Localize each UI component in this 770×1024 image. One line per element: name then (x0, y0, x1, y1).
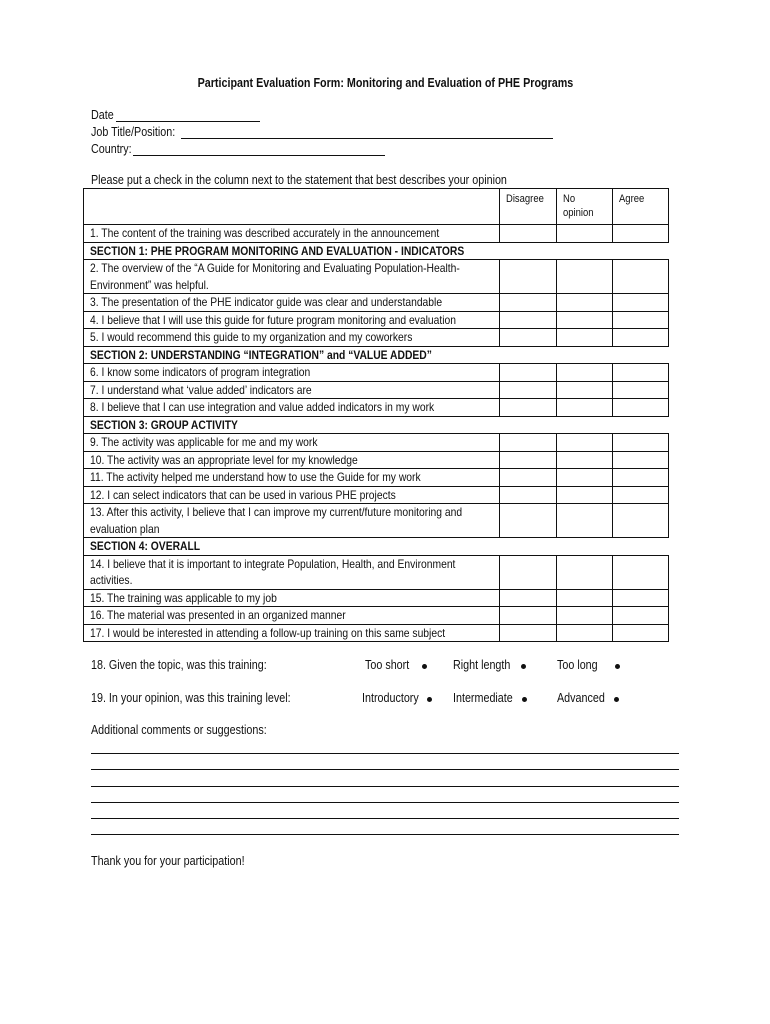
thank-you-text: Thank you for your participation! (91, 854, 245, 868)
header-statement-cell (84, 189, 500, 225)
statement-cell: 12. I can select indicators that can be used in various PHE projects (84, 486, 500, 504)
country-row (91, 142, 138, 156)
agree-check-cell[interactable] (612, 381, 668, 399)
table-row (84, 469, 669, 487)
table-row (84, 294, 669, 312)
country-label: Country: (91, 142, 132, 156)
agree-check-cell[interactable] (612, 294, 668, 312)
comment-line[interactable] (91, 834, 679, 835)
q18-bullet-too-long[interactable] (615, 664, 620, 669)
table-row (84, 225, 669, 243)
q18-option-too-short: Too short (365, 658, 410, 672)
q18-option-right-length: Right length (453, 658, 511, 672)
statement-cell: 6. I know some indicators of program integration (84, 364, 500, 382)
agree-check-cell[interactable] (612, 329, 668, 347)
table-row (84, 504, 669, 538)
instructions: Please put a check in the column next to the statement that best describes your opinion (91, 173, 507, 187)
q18-option-too-long: Too long (557, 658, 598, 672)
disagree-check-cell[interactable] (500, 624, 556, 642)
agree-check-cell[interactable] (612, 434, 668, 452)
date-row (91, 108, 117, 122)
evaluation-table (83, 188, 669, 642)
section-header-row (84, 416, 669, 434)
agree-check-cell[interactable] (612, 624, 668, 642)
agree-check-cell[interactable] (612, 364, 668, 382)
table-row (84, 434, 669, 452)
no-opinion-check-cell[interactable] (556, 469, 612, 487)
comment-line[interactable] (91, 769, 679, 770)
disagree-check-cell[interactable] (500, 589, 556, 607)
job-row (91, 125, 189, 139)
statement-cell: 11. The activity helped me understand how to use the Guide for my work (84, 469, 500, 487)
no-opinion-check-cell[interactable] (556, 364, 612, 382)
statement-cell: 2. The overview of the “A Guide for Monitoring and Evaluating Population-Health-Environment” was helpful. (84, 260, 500, 294)
comment-line[interactable] (91, 802, 679, 803)
no-opinion-check-cell[interactable] (556, 624, 612, 642)
disagree-check-cell[interactable] (500, 486, 556, 504)
agree-check-cell[interactable] (612, 311, 668, 329)
disagree-check-cell[interactable] (500, 260, 556, 294)
agree-check-cell[interactable] (612, 451, 668, 469)
section-header-row (84, 538, 669, 556)
statement-cell: 10. The activity was an appropriate level for my knowledge (84, 451, 500, 469)
table-row (84, 624, 669, 642)
table-row (84, 486, 669, 504)
disagree-check-cell[interactable] (500, 469, 556, 487)
disagree-check-cell[interactable] (500, 311, 556, 329)
table-row (84, 311, 669, 329)
table-row (84, 607, 669, 625)
disagree-check-cell[interactable] (500, 364, 556, 382)
no-opinion-check-cell[interactable] (556, 260, 612, 294)
no-opinion-check-cell[interactable] (556, 486, 612, 504)
section-title: SECTION 4: OVERALL (84, 538, 669, 556)
section-header-row (84, 346, 669, 364)
statement-cell: 5. I would recommend this guide to my organization and my coworkers (84, 329, 500, 347)
date-field[interactable] (116, 121, 260, 122)
disagree-check-cell[interactable] (500, 294, 556, 312)
disagree-check-cell[interactable] (500, 504, 556, 538)
section-header-row (84, 242, 669, 260)
comment-line[interactable] (91, 786, 679, 787)
header-disagree: Disagree (500, 189, 556, 225)
comment-line[interactable] (91, 753, 679, 754)
statement-cell: 17. I would be interested in attending a follow-up training on this same subject (84, 624, 500, 642)
agree-check-cell[interactable] (612, 260, 668, 294)
table-row (84, 329, 669, 347)
table-row (84, 555, 669, 589)
no-opinion-check-cell[interactable] (556, 504, 612, 538)
no-opinion-check-cell[interactable] (556, 451, 612, 469)
q19-option-introductory: Introductory (362, 691, 419, 705)
statement-cell: 3. The presentation of the PHE indicator guide was clear and understandable (84, 294, 500, 312)
table-row (84, 451, 669, 469)
no-opinion-check-cell[interactable] (556, 311, 612, 329)
table-row (84, 260, 669, 294)
job-label: Job Title/Position: (91, 125, 176, 139)
disagree-check-cell[interactable] (500, 329, 556, 347)
disagree-check-cell[interactable] (500, 555, 556, 589)
disagree-check-cell[interactable] (500, 434, 556, 452)
section-title: SECTION 1: PHE PROGRAM MONITORING AND EVALUATION - INDICATORS (84, 242, 669, 260)
q19-option-advanced: Advanced (557, 691, 605, 705)
statement-cell: 4. I believe that I will use this guide for future program monitoring and evaluation (84, 311, 500, 329)
country-field[interactable] (133, 155, 385, 156)
agree-check-cell[interactable] (612, 589, 668, 607)
agree-check-cell[interactable] (612, 555, 668, 589)
section-title: SECTION 2: UNDERSTANDING “INTEGRATION” and “VALUE ADDED” (84, 346, 669, 364)
no-opinion-check-cell[interactable] (556, 589, 612, 607)
q18-bullet-too-short[interactable] (422, 664, 427, 669)
q18-bullet-right-length[interactable] (521, 664, 526, 669)
statement-cell: 7. I understand what ‘value added’ indicators are (84, 381, 500, 399)
table-row (84, 364, 669, 382)
q19-option-intermediate: Intermediate (453, 691, 513, 705)
no-opinion-check-cell[interactable] (556, 381, 612, 399)
date-label: Date (91, 108, 114, 122)
agree-check-cell[interactable] (612, 486, 668, 504)
agree-check-cell[interactable] (612, 504, 668, 538)
statement-cell: 1. The content of the training was described accurately in the announcement (84, 225, 500, 243)
form-title: Participant Evaluation Form: Monitoring and Evaluation of PHE Programs (197, 76, 573, 90)
no-opinion-check-cell[interactable] (556, 607, 612, 625)
disagree-check-cell[interactable] (500, 381, 556, 399)
q19-text: 19. In your opinion, was this training level: (91, 691, 291, 705)
no-opinion-check-cell[interactable] (556, 434, 612, 452)
q19-bullet-intermediate[interactable] (522, 697, 527, 702)
no-opinion-check-cell[interactable] (556, 329, 612, 347)
table-row (84, 399, 669, 417)
statement-cell: 15. The training was applicable to my job (84, 589, 500, 607)
no-opinion-check-cell[interactable] (556, 555, 612, 589)
agree-check-cell[interactable] (612, 607, 668, 625)
disagree-check-cell[interactable] (500, 399, 556, 417)
q19-bullet-advanced[interactable] (614, 697, 619, 702)
no-opinion-check-cell[interactable] (556, 294, 612, 312)
comments-label: Additional comments or suggestions: (91, 723, 267, 737)
disagree-check-cell[interactable] (500, 607, 556, 625)
statement-cell: 14. I believe that it is important to integrate Population, Health, and Environment activities. (84, 555, 500, 589)
statement-cell: 9. The activity was applicable for me and my work (84, 434, 500, 452)
disagree-check-cell[interactable] (500, 225, 556, 243)
statement-cell: 8. I believe that I can use integration and value added indicators in my work (84, 399, 500, 417)
no-opinion-check-cell[interactable] (556, 225, 612, 243)
statement-cell: 13. After this activity, I believe that I can improve my current/future monitoring and evaluation plan (84, 504, 500, 538)
q18-text: 18. Given the topic, was this training: (91, 658, 267, 672)
table-row (84, 589, 669, 607)
disagree-check-cell[interactable] (500, 451, 556, 469)
header-no-opinion: No opinion (556, 189, 612, 225)
table-header-row (84, 189, 669, 225)
no-opinion-check-cell[interactable] (556, 399, 612, 417)
header-agree: Agree (612, 189, 668, 225)
agree-check-cell[interactable] (612, 399, 668, 417)
agree-check-cell[interactable] (612, 225, 668, 243)
table-row (84, 381, 669, 399)
agree-check-cell[interactable] (612, 469, 668, 487)
section-title: SECTION 3: GROUP ACTIVITY (84, 416, 669, 434)
job-field[interactable] (181, 138, 553, 139)
comment-line[interactable] (91, 818, 679, 819)
statement-cell: 16. The material was presented in an organized manner (84, 607, 500, 625)
q19-bullet-introductory[interactable] (427, 697, 432, 702)
